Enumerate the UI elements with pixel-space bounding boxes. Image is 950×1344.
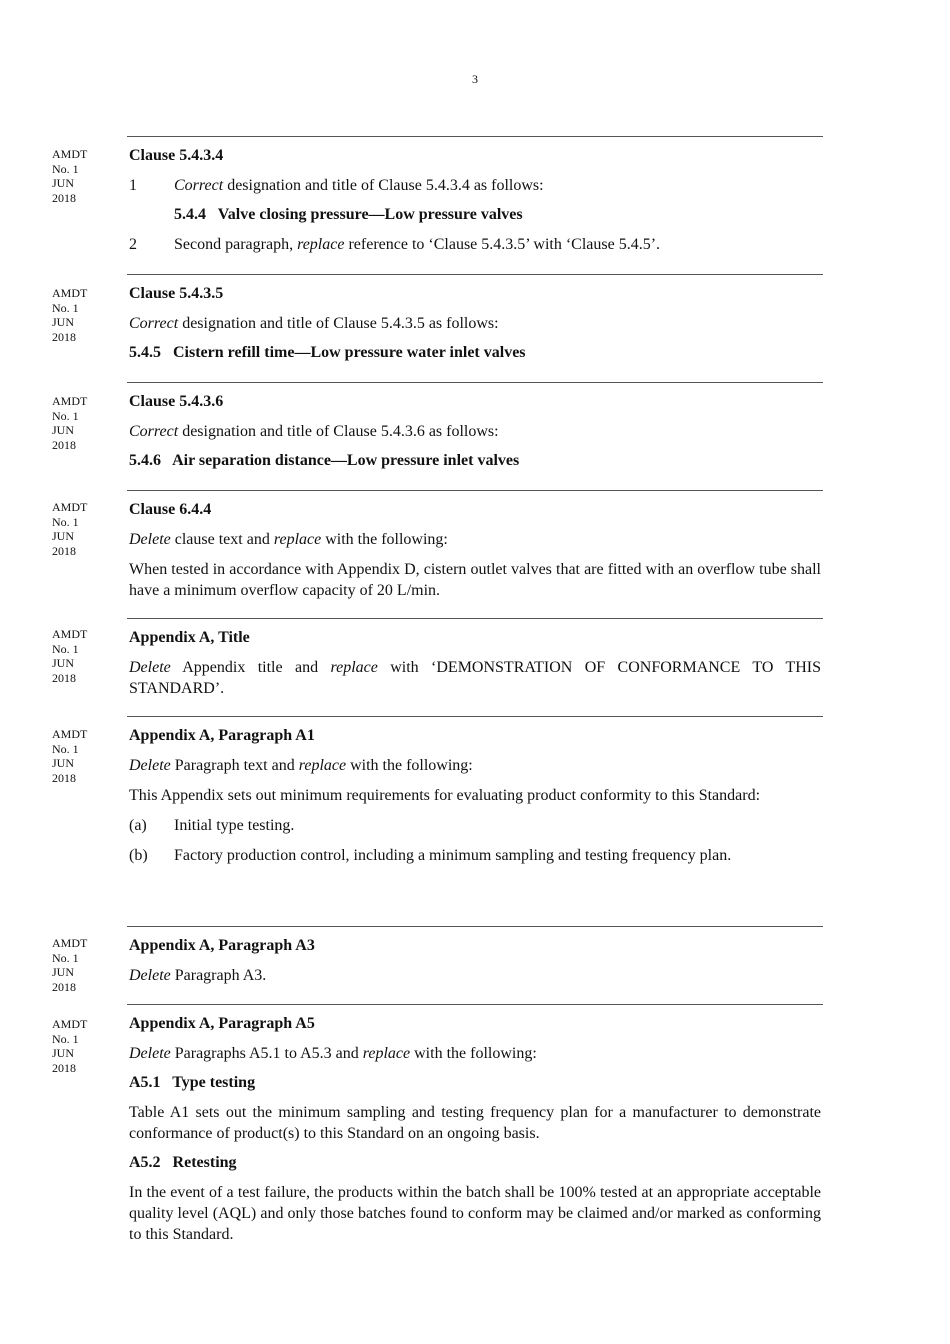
amendment-note: AMDT No. 1 JUN 2018	[52, 936, 88, 994]
section-heading: Clause 6.4.4	[129, 501, 212, 518]
clause-subtitle: 5.4.5 Cistern refill time—Low pressure water inlet valves	[129, 344, 526, 361]
instruction-text: Correct designation and title of Clause 5.4.3.6 as follows:	[129, 423, 499, 440]
list-item: 1 Correct designation and title of Clause 5.4.3.4 as follows:	[129, 177, 544, 194]
section-heading: Appendix A, Paragraph A5	[129, 1015, 315, 1032]
instruction-text: Delete Paragraph text and replace with the following:	[129, 757, 473, 774]
amendment-note: AMDT No. 1 JUN 2018	[52, 727, 88, 785]
instruction-text: Delete Paragraphs A5.1 to A5.3 and replace with the following:	[129, 1045, 537, 1062]
section-heading: Clause 5.4.3.4	[129, 147, 224, 164]
instruction-text: Delete Appendix title and replace with ‘DEMONSTRATION OF CONFORMANCE TO THIS STANDARD’.	[129, 659, 822, 697]
section-appendix-a-paragraph-a3	[127, 926, 823, 986]
section-appendix-a-paragraph-a1	[127, 716, 823, 866]
section-heading: Appendix A, Title	[129, 629, 250, 646]
list-item: (b) Factory production control, including a minimum sampling and testing frequency plan.	[129, 847, 732, 864]
section-heading: Clause 5.4.3.6	[129, 393, 224, 410]
subclause-heading: A5.2 Retesting	[129, 1154, 237, 1171]
instruction-text: Correct designation and title of Clause 5.4.3.5 as follows:	[129, 315, 499, 332]
amendment-note: AMDT No. 1 JUN 2018	[52, 500, 88, 558]
list-item: (a) Initial type testing.	[129, 817, 295, 834]
section-appendix-a-paragraph-a5	[127, 1004, 823, 1245]
body-text: When tested in accordance with Appendix D, cistern outlet valves that are fitted with an overflow tube shall have a minimum overflow capacity of 20 L/min.	[129, 561, 821, 599]
body-text: In the event of a test failure, the products within the batch shall be 100% tested at an appropriate acceptable quality level (AQL) and only those batches found to conform may be claimed and/or marked as conforming to this Standard.	[129, 1184, 821, 1243]
instruction-text: Delete Paragraph A3.	[129, 967, 267, 984]
section-clause-5-4-3-5	[127, 274, 823, 363]
body-text: Table A1 sets out the minimum sampling and testing frequency plan for a manufacturer to demonstrate conformance of product(s) to this Standard on an ongoing basis.	[129, 1104, 821, 1142]
clause-subtitle: 5.4.6 Air separation distance—Low pressure inlet valves	[129, 452, 520, 469]
section-clause-5-4-3-6	[127, 382, 823, 471]
amendment-note: AMDT No. 1 JUN 2018	[52, 394, 88, 452]
clause-subtitle: 5.4.4 Valve closing pressure—Low pressure valves	[174, 206, 523, 223]
section-clause-6-4-4	[127, 490, 823, 601]
page-number: 3	[472, 72, 478, 86]
section-clause-5-4-3-4	[127, 136, 823, 255]
section-heading: Clause 5.4.3.5	[129, 285, 224, 302]
body-text: This Appendix sets out minimum requirements for evaluating product conformity to this Standard:	[129, 787, 761, 804]
section-heading: Appendix A, Paragraph A1	[129, 727, 315, 744]
section-heading: Appendix A, Paragraph A3	[129, 937, 315, 954]
amendment-note: AMDT No. 1 JUN 2018	[52, 286, 88, 344]
amendment-note: AMDT No. 1 JUN 2018	[52, 1017, 88, 1075]
subclause-heading: A5.1 Type testing	[129, 1074, 256, 1091]
amendment-note: AMDT No. 1 JUN 2018	[52, 627, 88, 685]
list-item: 2 Second paragraph, replace reference to ‘Clause 5.4.3.5’ with ‘Clause 5.4.5’.	[129, 236, 661, 253]
amendment-note: AMDT No. 1 JUN 2018	[52, 147, 88, 205]
instruction-text: Delete clause text and replace with the following:	[129, 531, 448, 548]
section-appendix-a-title	[127, 618, 823, 699]
